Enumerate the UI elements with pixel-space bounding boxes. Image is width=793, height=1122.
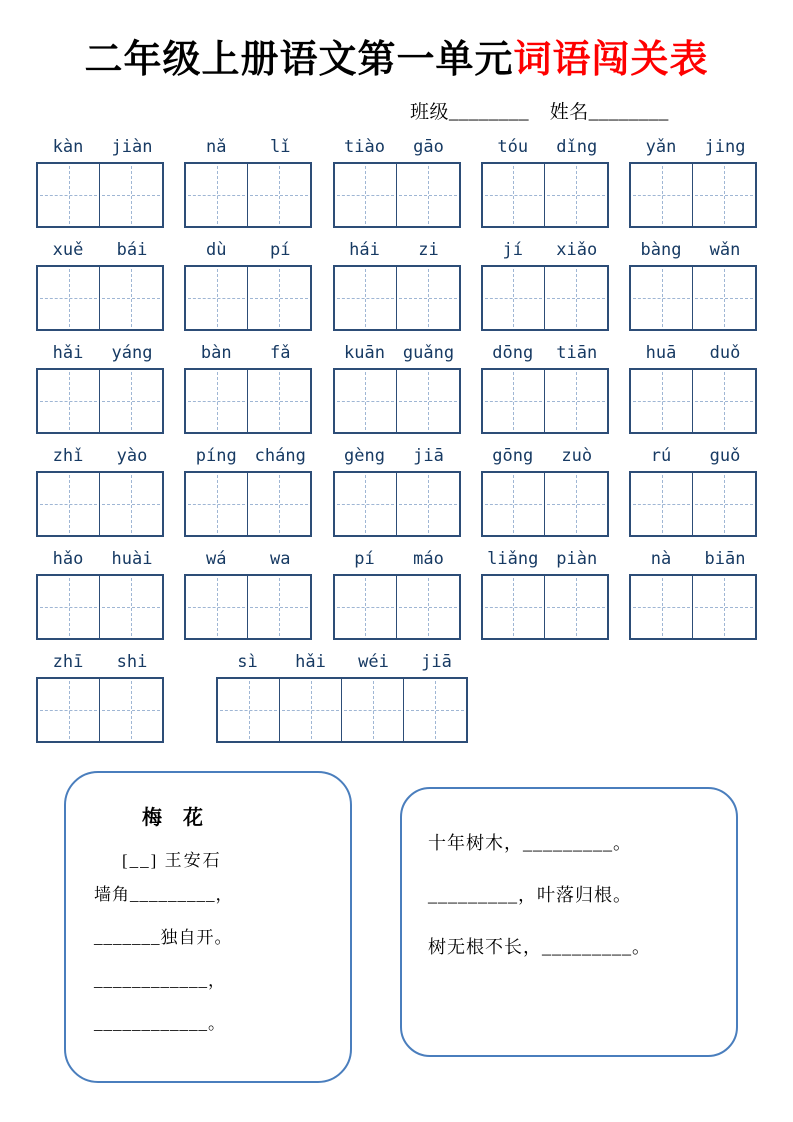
pinyin-syllable: nà <box>650 549 672 569</box>
pinyin-syllable: xuě <box>52 240 84 260</box>
writing-grid[interactable] <box>36 368 164 434</box>
writing-cell[interactable] <box>483 164 545 226</box>
pinyin-syllable: guǒ <box>709 446 741 466</box>
word-row <box>36 136 757 228</box>
pinyin-label <box>333 445 461 467</box>
pinyin-syllable: piàn <box>556 549 598 569</box>
writing-cell[interactable] <box>38 576 100 638</box>
pinyin-label <box>36 548 164 570</box>
writing-cell[interactable] <box>693 267 755 329</box>
word-row <box>36 342 757 434</box>
writing-grid[interactable] <box>36 471 164 537</box>
word-block <box>184 239 312 331</box>
word-block <box>629 342 757 434</box>
writing-cell[interactable] <box>335 164 397 226</box>
title-highlight: 词语闯关表 <box>513 39 709 81</box>
writing-cell[interactable] <box>248 370 310 432</box>
writing-cell[interactable] <box>397 473 459 535</box>
pinyin-syllable: tóu <box>497 137 529 157</box>
word-block <box>36 342 164 434</box>
pinyin-syllable: duǒ <box>709 343 741 363</box>
pinyin-syllable: gèng <box>344 446 385 466</box>
writing-cell[interactable] <box>693 473 755 535</box>
pinyin-syllable: shi <box>116 652 148 672</box>
writing-cell[interactable] <box>397 370 459 432</box>
writing-grid[interactable] <box>481 265 609 331</box>
pinyin-syllable: kàn <box>52 137 84 157</box>
word-row <box>36 239 757 331</box>
writing-cell[interactable] <box>483 473 545 535</box>
class-blank-field[interactable]: 班级________ <box>410 102 530 123</box>
pinyin-label <box>36 136 164 158</box>
writing-cell[interactable] <box>100 164 162 226</box>
writing-cell[interactable] <box>342 679 404 741</box>
writing-cell[interactable] <box>693 164 755 226</box>
writing-cell[interactable] <box>186 576 248 638</box>
writing-grid[interactable] <box>629 162 757 228</box>
writing-cell[interactable] <box>545 267 607 329</box>
pinyin-label <box>481 136 609 158</box>
pinyin-label <box>216 651 468 673</box>
writing-grid[interactable] <box>184 574 312 640</box>
writing-cell[interactable] <box>397 576 459 638</box>
writing-grid[interactable] <box>629 265 757 331</box>
pinyin-syllable: tiào <box>344 137 385 157</box>
bottom-section <box>36 771 757 1083</box>
pinyin-syllable: wa <box>270 549 291 569</box>
poem-line: ____________。 <box>94 1014 226 1033</box>
pinyin-syllable: sì <box>237 652 258 672</box>
pinyin-label <box>36 445 164 467</box>
writing-cell[interactable] <box>631 473 693 535</box>
pinyin-label <box>629 445 757 467</box>
writing-cell[interactable] <box>38 164 100 226</box>
writing-cell[interactable] <box>38 679 100 741</box>
writing-cell[interactable] <box>248 473 310 535</box>
pinyin-syllable: hái <box>349 240 380 260</box>
writing-grid[interactable] <box>36 162 164 228</box>
writing-cell[interactable] <box>335 576 397 638</box>
pinyin-label <box>184 239 312 261</box>
pinyin-syllable: jiā <box>413 446 444 466</box>
word-block <box>629 239 757 331</box>
pinyin-syllable: cháng <box>254 446 306 466</box>
writing-cell[interactable] <box>248 267 310 329</box>
writing-cell[interactable] <box>483 576 545 638</box>
pinyin-label <box>333 239 461 261</box>
word-block <box>36 445 164 537</box>
word-row <box>36 651 757 743</box>
pinyin-syllable: gāo <box>413 137 444 157</box>
pinyin-syllable: xiǎo <box>556 240 598 260</box>
writing-grid[interactable] <box>629 471 757 537</box>
poem-line: _______独自开。 <box>94 928 233 947</box>
pinyin-syllable: dōng <box>492 343 534 363</box>
pinyin-syllable: dù <box>206 240 227 260</box>
pinyin-syllable: zhī <box>52 652 84 672</box>
pinyin-syllable: jiā <box>421 652 452 672</box>
writing-grid[interactable] <box>481 368 609 434</box>
pinyin-syllable: zuò <box>561 446 593 466</box>
writing-cell[interactable] <box>100 576 162 638</box>
writing-cell[interactable] <box>631 164 693 226</box>
writing-cell[interactable] <box>218 679 280 741</box>
pinyin-label <box>333 136 461 158</box>
writing-cell[interactable] <box>545 576 607 638</box>
pinyin-syllable: gōng <box>492 446 534 466</box>
writing-grid[interactable] <box>184 162 312 228</box>
pinyin-syllable: pí <box>354 549 375 569</box>
writing-grid[interactable] <box>216 677 468 743</box>
word-block <box>481 136 609 228</box>
word-block <box>333 445 461 537</box>
writing-cell[interactable] <box>100 473 162 535</box>
word-block <box>36 548 164 640</box>
writing-grid[interactable] <box>481 471 609 537</box>
writing-grid[interactable] <box>333 368 461 434</box>
word-block <box>216 651 468 743</box>
writing-cell[interactable] <box>100 370 162 432</box>
pinyin-label <box>184 548 312 570</box>
writing-cell[interactable] <box>545 473 607 535</box>
pinyin-syllable: rú <box>650 446 672 466</box>
writing-grid[interactable] <box>629 368 757 434</box>
writing-cell[interactable] <box>483 267 545 329</box>
writing-cell[interactable] <box>397 164 459 226</box>
proverb-line: _________，叶落归根。 <box>428 885 632 905</box>
pinyin-syllable: wá <box>206 549 227 569</box>
poem-lines <box>92 873 332 1045</box>
pinyin-syllable: máo <box>413 549 444 569</box>
writing-cell[interactable] <box>545 164 607 226</box>
pinyin-syllable: huā <box>645 343 677 363</box>
pinyin-label <box>36 239 164 261</box>
pinyin-syllable: guǎng <box>402 343 455 363</box>
pinyin-syllable: bàng <box>640 240 682 260</box>
word-block <box>481 445 609 537</box>
word-row <box>36 445 757 537</box>
pinyin-label <box>184 445 312 467</box>
word-block <box>36 239 164 331</box>
writing-grid[interactable] <box>481 574 609 640</box>
writing-cell[interactable] <box>186 267 248 329</box>
word-row <box>36 548 757 640</box>
pinyin-syllable: zhǐ <box>52 446 84 466</box>
writing-cell[interactable] <box>335 473 397 535</box>
pinyin-syllable: bái <box>116 240 148 260</box>
writing-grid[interactable] <box>184 265 312 331</box>
writing-cell[interactable] <box>38 267 100 329</box>
poem-title: 梅 花 <box>142 807 211 829</box>
pinyin-label <box>481 239 609 261</box>
writing-grid[interactable] <box>629 574 757 640</box>
pinyin-syllable: jí <box>502 240 523 260</box>
writing-grid[interactable] <box>184 368 312 434</box>
pinyin-syllable: fǎ <box>270 343 291 363</box>
word-block <box>481 342 609 434</box>
word-block <box>481 239 609 331</box>
title-main: 二年级上册语文第一单元 <box>84 39 514 81</box>
pinyin-label <box>629 342 757 364</box>
writing-cell[interactable] <box>335 370 397 432</box>
word-block <box>481 548 609 640</box>
pinyin-label <box>481 445 609 467</box>
pinyin-syllable: nǎ <box>206 137 227 157</box>
writing-cell[interactable] <box>280 679 342 741</box>
writing-cell[interactable] <box>545 370 607 432</box>
pinyin-label <box>629 548 757 570</box>
word-block <box>333 136 461 228</box>
proverb-lines <box>428 817 710 973</box>
poem-line: 墙角_________， <box>94 885 234 904</box>
pinyin-label <box>184 342 312 364</box>
pinyin-syllable: biān <box>704 549 746 569</box>
writing-cell[interactable] <box>404 679 466 741</box>
writing-cell[interactable] <box>186 164 248 226</box>
pinyin-syllable: yào <box>116 446 148 466</box>
poem-author-line: [__] 王安石 <box>122 851 222 870</box>
poem-box <box>64 771 352 1083</box>
pinyin-syllable: píng <box>195 446 237 466</box>
word-block <box>333 239 461 331</box>
word-block <box>184 342 312 434</box>
writing-grid[interactable] <box>333 162 461 228</box>
pinyin-syllable: zi <box>418 240 439 260</box>
word-block <box>184 136 312 228</box>
pinyin-syllable: pí <box>270 240 291 260</box>
pinyin-label <box>629 239 757 261</box>
writing-grid[interactable] <box>36 574 164 640</box>
pinyin-label <box>629 136 757 158</box>
name-blank-field[interactable]: 姓名________ <box>549 102 669 123</box>
writing-cell[interactable] <box>693 370 755 432</box>
writing-grid[interactable] <box>184 471 312 537</box>
writing-cell[interactable] <box>483 370 545 432</box>
writing-cell[interactable] <box>38 370 100 432</box>
pinyin-syllable: tiān <box>556 343 598 363</box>
pinyin-syllable: liǎng <box>487 549 539 569</box>
proverb-line: 十年树木，_________。 <box>428 833 632 853</box>
pinyin-label <box>333 548 461 570</box>
writing-cell[interactable] <box>38 473 100 535</box>
pinyin-label <box>333 342 461 364</box>
pinyin-syllable: huài <box>111 549 153 569</box>
page-title <box>36 28 757 83</box>
word-block <box>184 548 312 640</box>
writing-cell[interactable] <box>186 370 248 432</box>
proverb-box <box>400 787 738 1057</box>
proverb-line: 树无根不长，_________。 <box>428 937 651 957</box>
pinyin-syllable: hǎo <box>52 549 84 569</box>
writing-cell[interactable] <box>397 267 459 329</box>
writing-cell[interactable] <box>248 164 310 226</box>
pinyin-label <box>36 651 164 673</box>
pinyin-label <box>481 342 609 364</box>
writing-grid[interactable] <box>36 265 164 331</box>
writing-grid[interactable] <box>333 471 461 537</box>
pinyin-syllable: hǎi <box>52 343 84 363</box>
poem-line: ____________， <box>94 971 226 990</box>
pinyin-syllable: jing <box>704 137 746 157</box>
writing-cell[interactable] <box>335 267 397 329</box>
pinyin-label <box>184 136 312 158</box>
pinyin-syllable: wéi <box>358 652 389 672</box>
word-grid-area <box>36 136 757 743</box>
writing-cell[interactable] <box>248 576 310 638</box>
word-block <box>629 548 757 640</box>
pinyin-syllable: yǎn <box>645 137 677 157</box>
pinyin-syllable: kuān <box>344 343 385 363</box>
pinyin-syllable: bàn <box>200 343 232 363</box>
writing-cell[interactable] <box>631 576 693 638</box>
pinyin-syllable: dǐng <box>556 137 598 157</box>
writing-cell[interactable] <box>631 370 693 432</box>
writing-grid[interactable] <box>333 574 461 640</box>
word-block <box>184 445 312 537</box>
student-info-line <box>36 97 757 124</box>
writing-grid[interactable] <box>36 677 164 743</box>
writing-cell[interactable] <box>186 473 248 535</box>
pinyin-syllable: wǎn <box>709 240 741 260</box>
writing-cell[interactable] <box>100 679 162 741</box>
pinyin-label <box>481 548 609 570</box>
pinyin-syllable: yáng <box>111 343 153 363</box>
word-block <box>36 136 164 228</box>
pinyin-syllable: hǎi <box>295 652 326 672</box>
writing-grid[interactable] <box>481 162 609 228</box>
word-block <box>333 548 461 640</box>
pinyin-syllable: lǐ <box>270 137 291 157</box>
writing-cell[interactable] <box>693 576 755 638</box>
writing-cell[interactable] <box>100 267 162 329</box>
writing-cell[interactable] <box>631 267 693 329</box>
word-block <box>629 445 757 537</box>
word-block <box>629 136 757 228</box>
writing-grid[interactable] <box>333 265 461 331</box>
pinyin-label <box>36 342 164 364</box>
word-block <box>333 342 461 434</box>
pinyin-syllable: jiàn <box>111 137 153 157</box>
word-block <box>36 651 164 743</box>
